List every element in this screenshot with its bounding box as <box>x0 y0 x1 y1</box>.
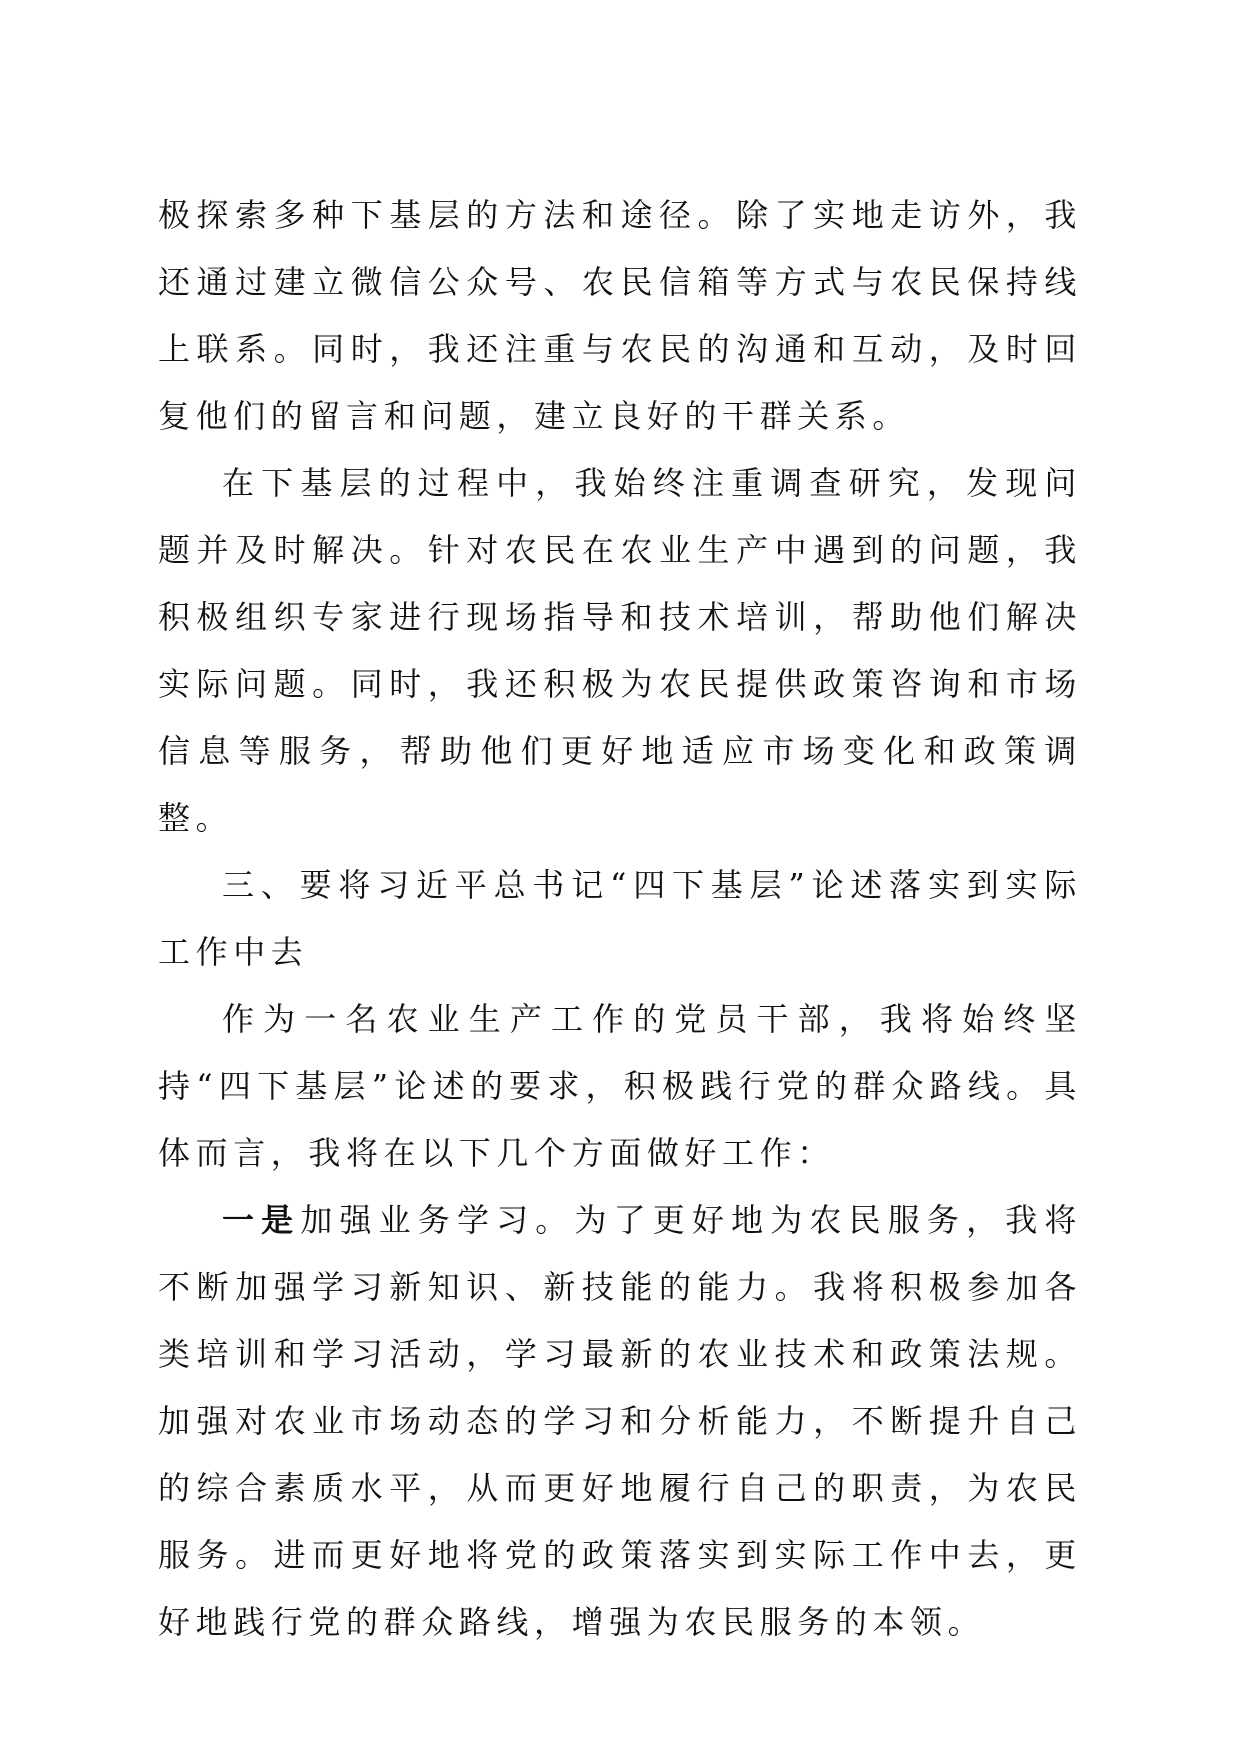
paragraph-commitment: 作为一名农业生产工作的党员干部，我将始终坚持“四下基层”论述的要求，积极践行党的群众路线。具体而言，我将在以下几个方面做好工作： <box>158 1000 1082 1172</box>
section-heading-three: 三、要将习近平总书记“四下基层”论述落实到实际工作中去 <box>158 866 1082 971</box>
paragraph-study <box>158 1187 1082 1656</box>
paragraph-continuation: 极探索多种下基层的方法和途径。除了实地走访外，我还通过建立微信公众号、农民信箱等方式与农民保持线上联系。同时，我还注重与农民的沟通和互动，及时回复他们的留言和问题，建立良好的干群关系。 <box>158 196 1082 435</box>
paragraph-investigation: 在下基层的过程中，我始终注重调查研究，发现问题并及时解决。针对农民在农业生产中遇到的问题，我积极组织专家进行现场指导和技术培训，帮助他们解决实际问题。同时，我还积极为农民提供政策咨询和市场信息等服务，帮助他们更好地适应市场变化和政策调整。 <box>158 464 1082 837</box>
paragraph-lead-term: 一是 <box>222 1201 301 1239</box>
document-body <box>158 182 1082 1656</box>
paragraph-study-text: 加强业务学习。为了更好地为农民服务，我将不断加强学习新知识、新技能的能力。我将积极参加各类培训和学习活动，学习最新的农业技术和政策法规。加强对农业市场动态的学习和分析能力，不断提升自己的综合素质水平，从而更好地履行自己的职责，为农民服务。进而更好地将党的政策落实到实际工作中去，更好地践行党的群众路线，增强为农民服务的本领。 <box>158 1201 1082 1641</box>
